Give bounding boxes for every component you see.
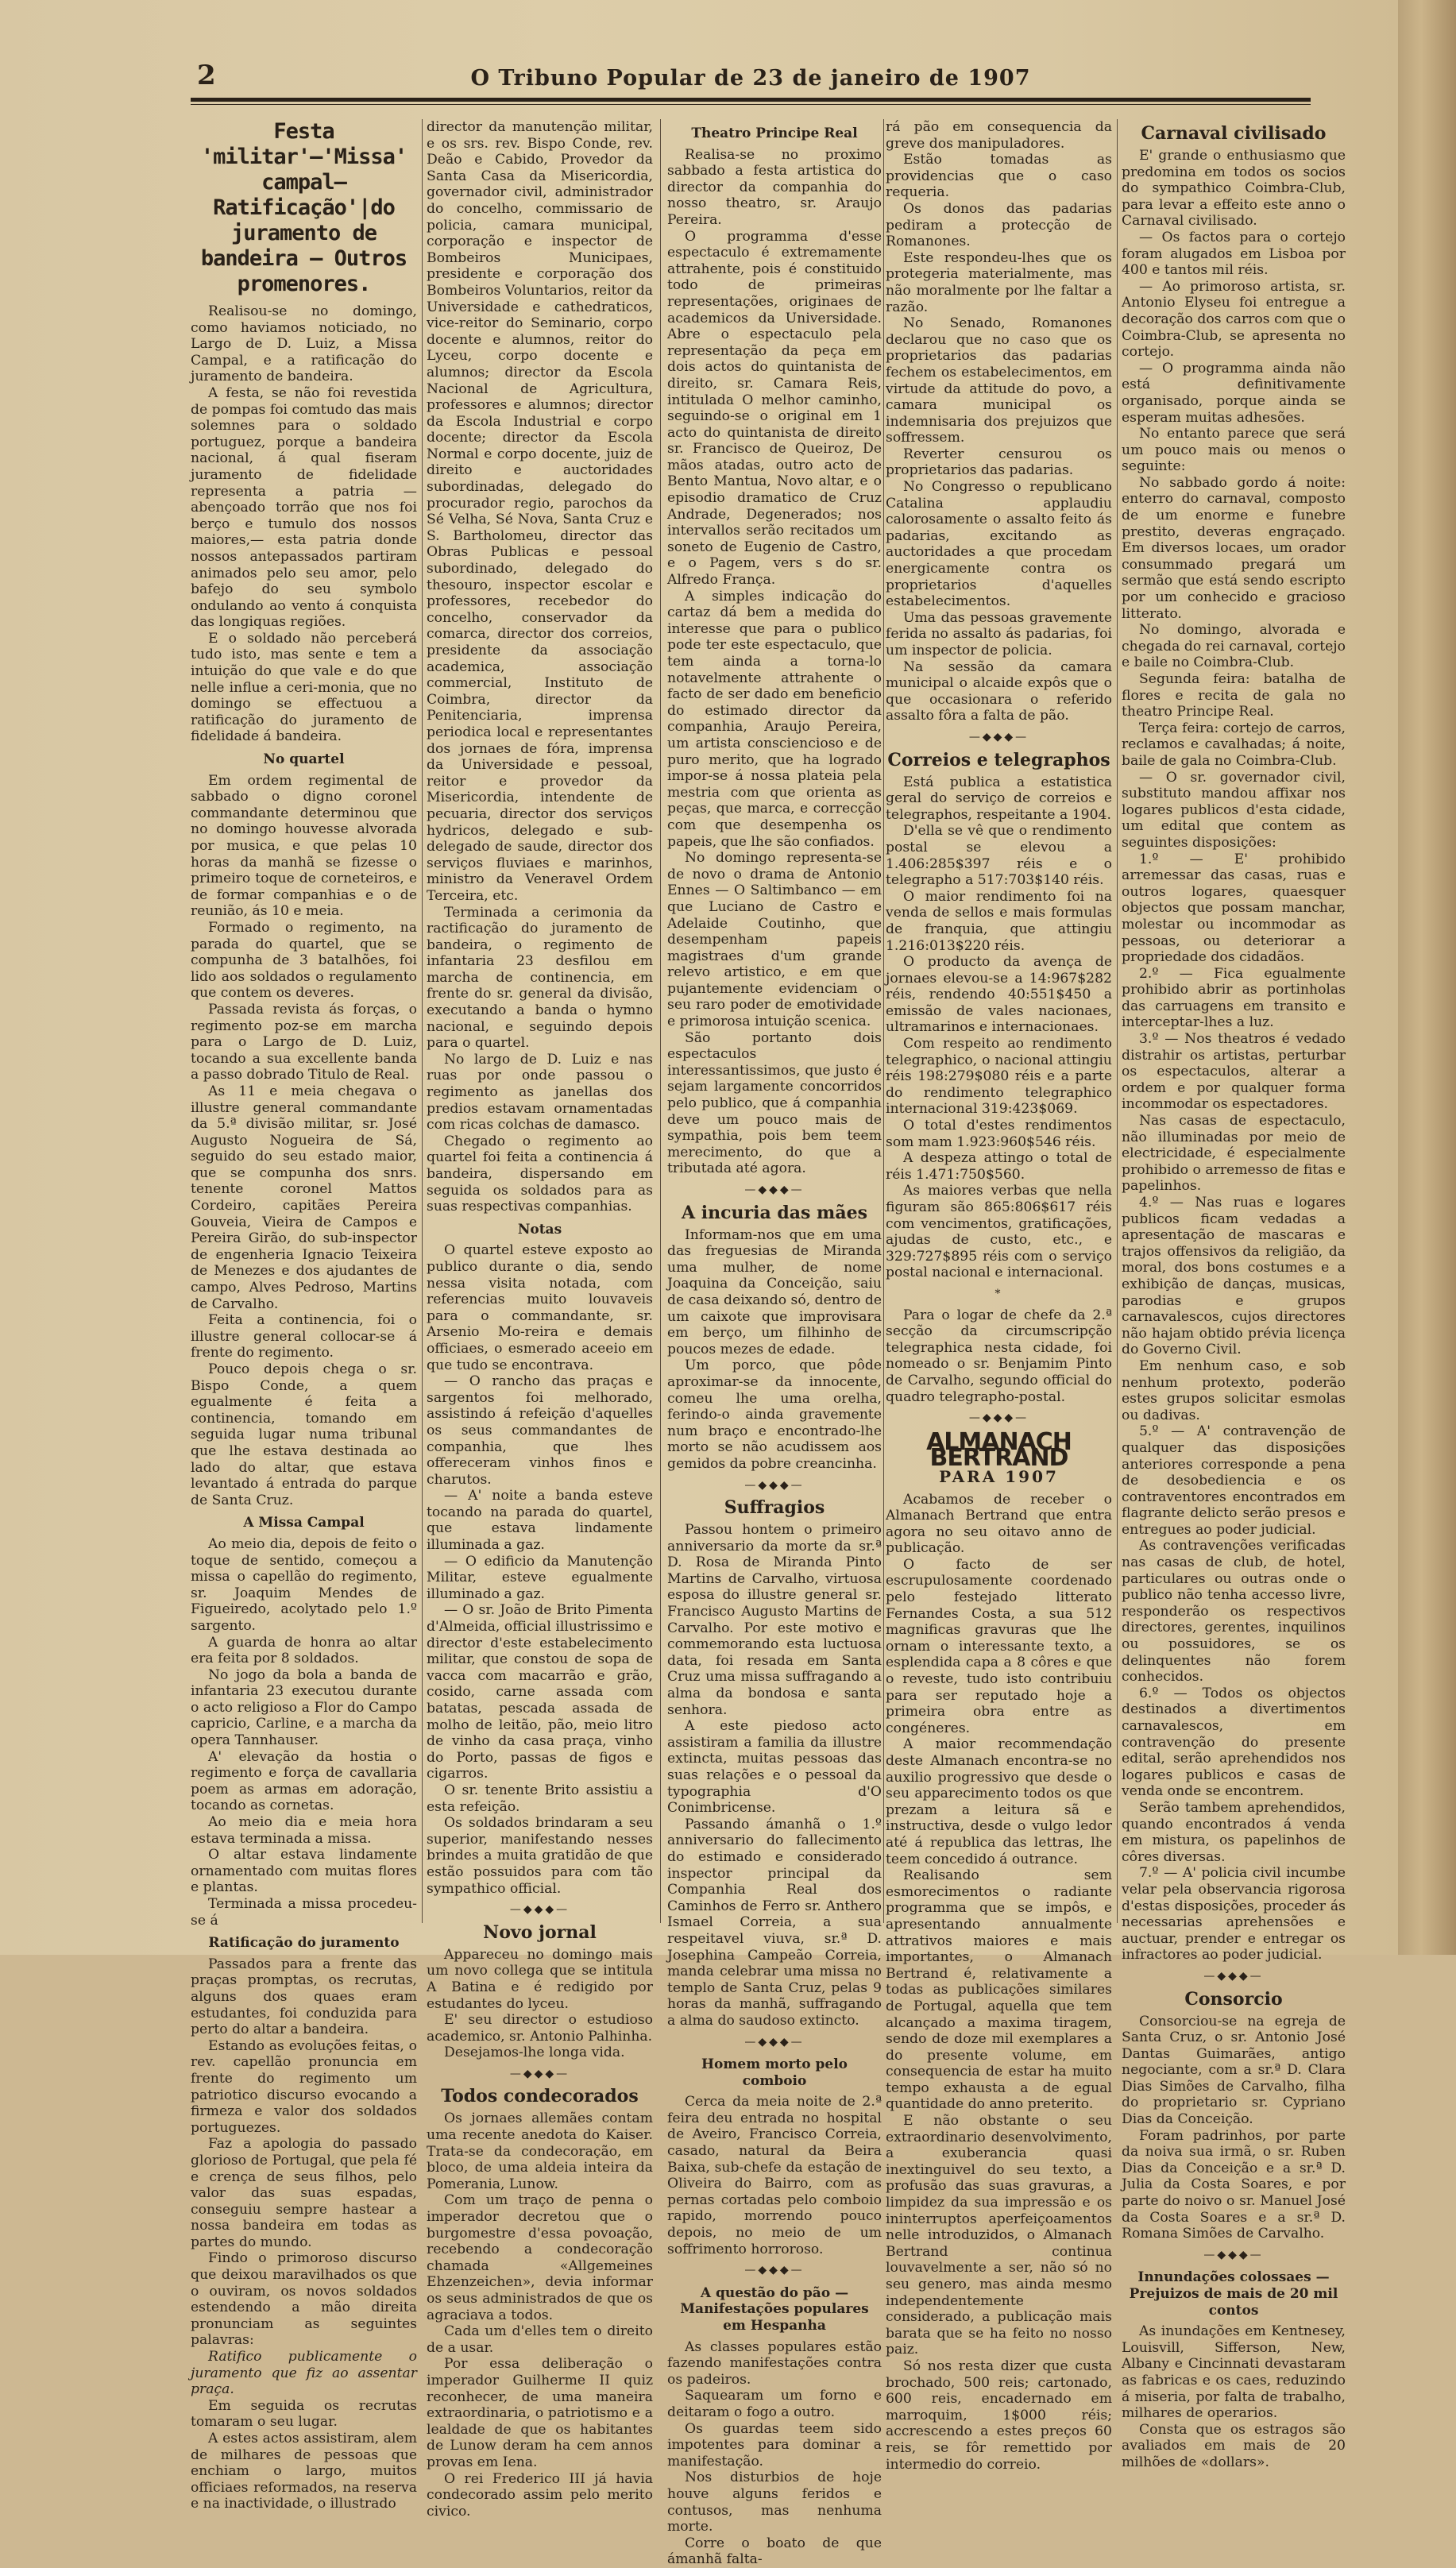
binding-edge: [1398, 0, 1456, 1955]
paragraph: Faz a apologia do passado glorioso de Portugal, que pela fé e crença de seus filhos, pelo valor das suas espadas, conseguiu sempre hastear a nossa bandeira em todas as partes do mundo.: [191, 2136, 417, 2250]
article-title-todos-condecorados: Todos condecorados: [441, 2086, 639, 2107]
paragraph: Feita a continencia, foi o illustre general collocar-se á frente do regimento.: [191, 1312, 417, 1361]
paragraph: Por essa deliberação o imperador Guilherme II quiz reconhecer, de uma maneira extraordinaria, o patriotismo e a lealdade de que os habitantes de Lunow deram ha cem annos provas em Iena.: [427, 2356, 653, 2470]
paragraph: Consorciou-se na egreja de Santa Cruz, o sr. Antonio José Dantas Guimarães, antigo negociante, com a sr.ª D. Clara Dias Simões de Carvalho, filha do proprietario sr. Cypriano Dias da Conceição.: [1122, 2013, 1346, 2128]
paragraph: E' seu director o estudioso academico, sr. Antonio Palhinha.: [427, 2012, 653, 2045]
paragraph: Formado o regimento, na parada do quartel, que se compunha de 3 batalhões, foi lido aos soldados o regulamento que contem os deveres.: [191, 919, 417, 1002]
paragraph: Realisa-se no proximo sabbado a festa artistica do director da companhia do nosso theatro, sr. Araujo Pereira.: [667, 146, 882, 228]
paragraph: A simples indicação do cartaz dá bem a medida do interesse que para o publico pode ter este espectaculo, que tem ainda a torna-lo notavelmente attrahente o facto de ser dado em beneficio do estimado director da companhia, Araujo Pereira, um artista consciencioso e de puro merito, que ha logrado impor-se á nossa plateia pela mestria com que orienta as peças, que marca, e correcção com que desempenha os papeis, que lhe são confiados.: [667, 588, 882, 850]
paragraph: O sr. tenente Brito assistiu a esta refeição.: [427, 1782, 653, 1815]
ornament-separator: —◆◆◆—: [509, 2067, 570, 2080]
article-title-correios: Correios e telegraphos: [887, 749, 1110, 770]
paragraph: Em nenhum caso, e sob nenhum protexto, poderão estes grupos solicitar esmolas ou dadivas.: [1122, 1357, 1346, 1423]
paragraph: Informam-nos que em uma das freguesias de Miranda uma mulher, de nome Joaquina da Conceição, saiu de casa deixando só, dentro de um caixote que improvisara em berço, um filhinho de poucos mezes de edade.: [667, 1226, 882, 1357]
subheading-ratificacao: Ratificação do juramento: [208, 1935, 400, 1952]
paragraph: — O rancho das praças e sargentos foi melhorado, assistindo á refeição d'aquelles os seus commandantes de companhia, que lhes offereceram vinhos finos e charutos.: [427, 1373, 653, 1488]
paragraph: A maior recommendação deste Almanach encontra-se no auxilio progressivo que desde o seu apparecimento todos os que prezam a leitura sã e instructiva, desde o vulgo ledor até á republica das lettras, lhe teem concedido á outrance.: [886, 1736, 1112, 1867]
column-divider: [660, 119, 661, 1923]
paragraph: O quartel esteve exposto ao publico durante o dia, sendo nessa visita notada, com referencias muito louvaveis para o commandante, sr. Arsenio Mo-reira e demais officiaes, o esmerado aceeio em que tudo se encontrava.: [427, 1242, 653, 1373]
paragraph: Cada um d'elles tem o direito de a usar.: [427, 2323, 653, 2356]
article-subtitle-almanach: PARA 1907: [939, 1466, 1059, 1486]
article-title-incuria: A incuria das mães: [682, 1202, 867, 1223]
article-title-homem-morto: Homem morto pelo comboio: [701, 2056, 848, 2089]
paragraph: — O sr. governador civil, substituto mandou affixar nos logares publicos d'esta cidade, um edital que contem as seguintes disposições:: [1122, 769, 1346, 851]
paragraph: Terminada a cerimonia da ractificação do juramento de bandeira, o regimento de infantaria 23 desfilou em marcha de continencia, em frente do sr. general da divisão, executando a banda o hymno nacional, e seguindo depois para o quartel.: [427, 904, 653, 1052]
paragraph: No largo de D. Luiz e nas ruas por onde passou o regimento as janellas dos predios estavam ornamentadas com ricas colchas de damasco.: [427, 1051, 653, 1133]
paragraph: No domingo representa-se de novo o drama de Antonio Ennes — O Saltimbanco — em que Luciano de Castro e Adelaide Coutinho, que desempenham papeis magistraes d'um grande relevo artistico, e em que pujantemente evidenciam o seu raro poder de emotividade e primorosa intuição scenica.: [667, 850, 882, 1030]
paragraph: Chegado o regimento ao quartel foi feita a continencia á bandeira, dispersando em seguida os soldados para as suas respectivas companhias.: [427, 1133, 653, 1215]
paragraph: Findo o primoroso discurso que deixou maravilhados os que o ouviram, os novos soldados estendendo a mão direita pronunciam as seguintes palavras:: [191, 2250, 417, 2349]
paragraph: 5.º — A' contravenção de qualquer das disposições anteriores corresponde a pena de desobediencia e os contraventores encontrados em flagrante delicto serão presos e entregues ao poder judicial.: [1122, 1423, 1346, 1538]
paragraph: Ao meio dia, depois de feito o toque de sentido, começou a missa o capellão do regimento, sr. Joaquim Mendes de Figueiredo, acolytado pelo 1.º sargento.: [191, 1535, 417, 1634]
paragraph: — O edificio da Manutenção Militar, esteve egualmente illuminado a gaz.: [427, 1553, 653, 1602]
paragraph: Reverter censurou os proprietarios das padarias.: [886, 446, 1112, 479]
paragraph: O altar estava lindamente ornamentado com muitas flores e plantas.: [191, 1847, 417, 1896]
paragraph: 7.º — A' policia civil incumbe velar pela observancia rigorosa d'estas disposições, proceder ás necessarias aprehensões e auctuar, prender e entregar os infractores ao poder judicial.: [1122, 1865, 1346, 1964]
paragraph: Os guardas teem sido impotentes para dominar a manifestação.: [667, 2420, 882, 2470]
column-5: [1122, 119, 1346, 2470]
paragraph: Os donos das padarias pediram a protecção de Romanones.: [886, 200, 1112, 250]
article-title-questao-pao: A questão do pão — Manifestações populares em Hespanha: [680, 2284, 869, 2334]
paragraph: Com um traço de penna o imperador decretou que o burgomestre d'essa povoação, recebendo a condecoração chamada «Allgemeines Ehzenzeichen», devia informar os seus administrados de que os agraciava a todos.: [427, 2192, 653, 2323]
paragraph: Está publica a estatistica geral do serviço de correios e telegraphos, respeitante a 1904.: [886, 774, 1112, 823]
paragraph: E' grande o enthusiasmo que predomina em todos os socios do sympathico Coimbra-Club, para levar a effeito este anno o Carnaval civilisado.: [1122, 148, 1346, 230]
paragraph: Terça feira: cortejo de carros, reclamos e cavalhadas; á noite, baile de gala no Coimbra-Club.: [1122, 720, 1346, 769]
subheading-notas: Notas: [517, 1221, 562, 1238]
paragraph: Em ordem regimental de sabbado o digno coronel commandante determinou que no domingo houvesse alvorada por musica, e que pelas 10 horas da manhã se fizesse o primeiro toque de corneteiros, e de formar companhias e o de reunião, ás 10 e meia.: [191, 772, 417, 920]
paragraph: No Senado, Romanones declarou que no caso que os proprietarios das padarias fechem os estabelecimentos, em virtude da attitude do povo, a camara municipal os indemnisaria dos prejuizos que soffressem.: [886, 315, 1112, 446]
column-3: [667, 119, 882, 2568]
paragraph: O programma d'esse espectaculo é extremamente attrahente, pois é constituido todo de primeiras representações, originaes de academicos da Universidade. Abre o espectaculo pela representação da peça em dois actos do quintanista de direito, sr. Camara Reis, intitulada O melhor caminho, seguindo-se o original em 1 acto do quintanista de direito sr. Francisco de Queiroz, De mãos atadas, outro acto de Bento Mantua, Novo altar, e o episodio dramatico de Cruz Andrade, Degenerados; nos intervallos serão recitados um soneto de Eugenio de Castro, e o Pagem, vers s do sr. Alfredo França.: [667, 228, 882, 589]
paragraph: rá pão em consequencia da greve dos manipuladores.: [886, 119, 1112, 152]
paragraph: — Os factos para o cortejo foram alugados em Lisboa por 400 e tantos mil réis.: [1122, 229, 1346, 279]
subheading-missa-campal: A Missa Campal: [243, 1515, 365, 1531]
paragraph: Serão tambem aprehendidos, quando encontrados á venda em mistura, os papelinhos de côres diversas.: [1122, 1799, 1346, 1865]
header-rule-thick: [191, 98, 1311, 102]
paragraph: No domingo, alvorada e chegada do rei carnaval, cortejo e baile no Coimbra-Club.: [1122, 622, 1346, 671]
paragraph: No Congresso o republicano Catalina applaudiu calorosamente o assalto feito ás padarias, excitando as auctoridades a que procedam energicamente contra os proprietarios d'aquelles estabelecimentos.: [886, 479, 1112, 610]
paragraph: Desejamos-lhe longa vida.: [444, 2045, 625, 2061]
paragraph: — O programma ainda não está definitivamente organisado, porque ainda se esperam muitas adhesões.: [1122, 360, 1346, 426]
column-divider: [422, 119, 423, 1923]
paragraph: Para o logar de chefe da 2.ª secção da circumscripção telegraphica nesta cidade, foi nomeado o sr. Benjamim Pinto de Carvalho, segundo official do quadro telegrapho-postal.: [886, 1307, 1112, 1405]
paragraph: A festa, se não foi revestida de pompas foi comtudo das mais solemnes para o soldado portuguez, porque a bandeira nacional, á qual fiseram juramento de fidelidade representa a patria — abençoado torrão que nos foi berço e tumulo dos nossos maiores,— esta patria donde nossos antepassados partiram animados pelo seu amor, pelo bafejo do seu symbolo ondulando ao vento á conquista das longiquas regiões.: [191, 384, 417, 631]
paragraph: Os soldados brindaram a seu superior, manifestando nesses brindes a muita gratidão de que estão possuidos para com tão sympathico official.: [427, 1815, 653, 1897]
article-title-novo-jornal: Novo jornal: [483, 1921, 597, 1943]
paragraph: A guarda de honra ao altar era feita por 8 soldados.: [191, 1634, 417, 1667]
page-header: [191, 60, 1311, 107]
paragraph: Nos disturbios de hoje houve alguns feridos e contusos, mas nenhuma morte.: [667, 2470, 882, 2535]
paragraph: No jogo da bola a banda de infantaria 23 executou durante o acto religioso a Flor do Campo capricio, Carline, e a marcha da opera Tannhauser.: [191, 1666, 417, 1749]
paragraph: Passados para a frente das praças promptas, os recrutas, alguns dos quaes eram estudantes, foi conduzida para perto do altar a bandeira.: [191, 1956, 417, 2038]
paragraph: O producto da avença de jornaes elevou-se a 14:967$282 réis, rendendo 40:551$450 a emissão de vales nacionaes, ultramarinos e internacionaes.: [886, 954, 1112, 1036]
paragraph: Realisando sem esmorecimentos o radiante programma que se impôs, e apresentando annualmente attrativos maiores e mais importantes, o Almanach Bertrand é, relativamente a todas as publicações similares de Portugal, aquella que tem alcançado a maxima tiragem, sendo de doze mil exemplares a do presente volume, em consequencia de estar ha muito tempo exhausta a de egual quantidade do anno preterito.: [886, 1867, 1112, 2113]
paragraph: As 11 e meia chegava o illustre general commandante da 5.ª divisão militar, sr. José Augusto Nogueira de Sá, seguido do seu estado maior, que se compunha dos snrs. tenente coronel Mattos Cordeiro, capitães Pereira Gouveia, Vieira de Campos e Pereira Girão, do sub-inspector de engenheria Ignacio Teixeira de Menezes e dos ajudantes de campo, Alves Pedroso, Martins de Carvalho.: [191, 1083, 417, 1312]
paragraph: Só nos resta dizer que custa brochado, 500 reis; cartonado, 600 reis, encadernado em marroquim, 1$000 réis; accrescendo a estes preços 60 reis, se fôr remettido por intermedio do correio.: [886, 2358, 1112, 2473]
ornament-separator: —◆◆◆—: [968, 1411, 1029, 1425]
column-1: [191, 119, 417, 2512]
subheading-no-quartel: No quartel: [263, 751, 345, 768]
paragraph: Segunda feira: batalha de flores e recita de gala no theatro Principe Real.: [1122, 671, 1346, 720]
paragraph: 3.º — Nos theatros é vedado distrahir os artistas, perturbar os espectaculos, alterar a ordem e por qualquer forma incommodar os espectadores.: [1122, 1031, 1346, 1113]
paragraph: Uma das pessoas gravemente ferida no assalto ás padarias, foi um inspector de policia.: [886, 609, 1112, 658]
article-headline-festa-militar: Festa 'militar'—'Missa' campal—Ratificação'|do juramento de bandeira — Outros promenores.: [200, 119, 407, 296]
paragraph: — Ao primoroso artista, sr. Antonio Elyseu foi entregue a decoração dos carros com que o Coimbra-Club, se apresenta no cortejo.: [1122, 278, 1346, 361]
paragraph: — A' noite a banda esteve tocando na parada do quartel, que estava lindamente illuminada a gaz.: [427, 1488, 653, 1554]
column-divider: [1117, 119, 1118, 1923]
ornament-separator: —◆◆◆—: [744, 2035, 805, 2049]
paragraph: No sabbado gordo á noite: enterro do carnaval, composto de um enorme e funebre prestito, deveras engraçado. Em diversos locaes, um orador consummado pregará um sermão que está sendo escripto por um conhecido e gracioso litterato.: [1122, 474, 1346, 622]
paragraph: São portanto dois espectaculos interessantissimos, que justo é sejam largamente concorridos pelo publico, que á companhia deve um pouco mais de sympathia, pois bem teem merecimento, do que a tributada até agora.: [667, 1029, 882, 1177]
paragraph: O maior rendimento foi na venda de sellos e mais formulas de franquia, que attingiu 1.216:013$220 réis.: [886, 888, 1112, 954]
paragraph: No entanto parece que será um pouco mais ou menos o seguinte:: [1122, 426, 1346, 475]
column-4: [886, 119, 1112, 2473]
paragraph: Consta que os estragos são avaliados em mais de 20 milhões de «dollars».: [1122, 2421, 1346, 2470]
header-rule-thin: [191, 104, 1311, 105]
paragraph: Passou hontem o primeiro anniversario da morte da sr.ª D. Rosa de Miranda Pinto Martins de Carvalho, virtuosa esposa do illustre general sr. Francisco Augusto Martins de Carvalho. Por este motivo e commemorando esta luctuosa data, foi resada em Santa Cruz uma missa suffragando a alma da bondosa e santa senhora.: [667, 1522, 882, 1718]
paragraph: Um porco, que pôde aproximar-se da innocente, comeu lhe uma orelha, ferindo-o ainda gravemente num braço e encontrado-lhe morto se não acudissem aos gemidos da pobre creancinha.: [667, 1357, 882, 1472]
paragraph: Saquearam um forno e deitaram o fogo a outro.: [667, 2388, 882, 2420]
article-title-theatro: Theatro Principe Real: [691, 126, 858, 141]
paragraph: A estes actos assistiram, alem de milhares de pessoas que enchiam o largo, muitos officiaes reformados, na reserva e na inactividade, o illustrado: [191, 2431, 417, 2512]
paragraph: E o soldado não perceberá tudo isto, mas sente e tem a intuição do que vale e do que nelle influe a ceri-monia, que no domingo se effectuou a ratificação do juramento de fidelidade á bandeira.: [191, 630, 417, 745]
ornament-separator: —◆◆◆—: [1203, 2248, 1264, 2261]
paragraph: 2.º — Fica egualmente prohibido abrir as portinholas das carruagens em transito e interceptar-lhes a luz.: [1122, 965, 1346, 1031]
paragraph: O facto de ser escrupulosamente coordenado pelo festejado litterato Fernandes Costa, a sua 512 magnificas gravuras que lhe ornam o interessante texto, a esplendida capa a 8 côres e que o reveste, tudo isto contribuiu para ser reputado hoje a primeira obra entre as congéneres.: [886, 1556, 1112, 1736]
paragraph: Este respondeu-lhes que os protegeria materialmente, mas não moralmente por lhe faltar a razão.: [886, 249, 1112, 315]
paragraph: Em seguida os recrutas tomaram o seu lugar.: [191, 2397, 417, 2431]
article-title-almanach: ALMANACH BERTRAND: [926, 1427, 1072, 1473]
paragraph: director da manutenção militar, e os srs. rev. Bispo Conde, rev. Deão e Cabido, Provedor da Santa Casa da Misericordia, governador civil, administrador do concelho, commissario de policia, camara municipal, corporação e inspector de Bombeiros Municipaes, presidente e corporação dos Bombeiros Voluntarios, reitor da Universidade e cathedraticos, vice-reitor do Seminario, corpo docente e alumnos, reitor do Lyceu, corpo docente e alumnos; director da Escola Nacional de Agricultura, professores e alumnos; director da Escola Industrial e corpo docente; director da Escola Normal e corpo docente, juiz de direito e auctoridades subordinadas, delegado do procurador regio, parochos da Sé Velha, Sé Nova, Santa Cruz e S. Bartholomeu, director das Obras Publicas e pessoal subordinado, delegado do thesouro, inspector escolar e professores, recebedor do concelho, conservador da comarca, director dos correios, presidente da associação academica, associação commercial, Instituto de Coimbra, director da Penitenciaria, imprensa periodica local e representantes dos jornaes de fóra, imprensa da Universidade e pessoal, reitor e provedor da Misericordia, intendente de pecuaria, director dos serviços hydricos, delegado e sub-delegado de saude, director dos serviços fluviaes e marinhos, ministro da Veneravel Ordem Terceira, etc.: [427, 119, 653, 904]
article-title-consorcio: Consorcio: [1184, 1988, 1283, 2010]
paragraph: 1.º — E' prohibido arremessar das casas, ruas e outros logares, quaesquer objectos que possam manchar, molestar ou incommodar as pessoas, ou deteriorar a propriedade dos cidadãos.: [1122, 851, 1346, 966]
ornament-separator: —◆◆◆—: [1203, 1969, 1264, 1983]
article-title-suffragios: Suffragios: [724, 1497, 825, 1519]
paragraph: Ao meio dia e meia hora estava terminada a missa.: [191, 1814, 417, 1847]
paragraph: Cerca da meia noite de 2.ª feira deu entrada no hospital de Aveiro, Francisco Correia, casado, natural da Beira Baixa, sub-chefe da estação de Oliveira do Bairro, com as pernas cortadas pelo comboio rapido, morrendo pouco depois, no meio de um soffrimento horroroso.: [667, 2094, 882, 2257]
paragraph: 4.º — Nas ruas e logares publicos ficam vedadas a apresentação de mascaras e trajos offensivos da religião, da moral, dos bons costumes e a exhibição de danças, musicas, parodias e grupos carnavalescos, cujos directores não hajam obtido prévia licença do Governo Civil.: [1122, 1195, 1346, 1358]
article-title-innundacoes: Innundações colossaes — Prejuizos de mais de 20 mil contos: [1129, 2269, 1338, 2319]
paragraph: D'ella se vê que o rendimento postal se elevou a 1.406:285$397 réis e o telegrapho a 517:703$140 réis.: [886, 823, 1112, 889]
paragraph: Appareceu no domingo mais um novo collega que se intitula A Batina e é redigido por estudantes do lyceu.: [427, 1946, 653, 2012]
ornament-separator: —◆◆◆—: [968, 730, 1029, 743]
paragraph: Corre o boato de que ámanhã falta-: [667, 2535, 882, 2568]
paragraph: O rei Frederico III já havia condecorado assim pelo merito civico.: [427, 2470, 653, 2520]
paragraph: Estão tomadas as providencias que o caso requeria.: [886, 152, 1112, 201]
masthead: O Tribuno Popular de 23 de janeiro de 1907: [470, 66, 1031, 91]
paragraph: Com respeito ao rendimento telegraphico, o nacional attingiu réis 198:279$080 réis e a parte do rendimento telegraphico internacional 319:423$069.: [886, 1036, 1112, 1118]
article-title-carnaval: Carnaval civilisado: [1141, 123, 1327, 144]
paragraph: Pouco depois chega o sr. Bispo Conde, a quem egualmente é feita a continencia, tomando em seguida lugar numa tribunal que lhe estava destinada ao lado do altar, que estava levantado á entrada do parque de Santa Cruz.: [191, 1361, 417, 1508]
paragraph: Passando ámanhã o 1.º anniversario do fallecimento do estimado e considerado inspector principal da Companhia Real dos Caminhos de Ferro sr. Anthero Ismael Correia, a sua respeitavel viuva, sr.ª D. Josephina Campeão Correia, manda celebrar uma missa no templo de Santa Cruz, pelas 9 horas da manhã, suffragando a alma do saudoso extincto.: [667, 1816, 882, 2029]
paragraph: Nas casas de espectaculo, não illuminadas por meio de electricidade, é especialmente prohibido o arremesso de fitas e papelinhos.: [1122, 1113, 1346, 1195]
ornament-separator: —◆◆◆—: [744, 1478, 805, 1492]
paragraph: Foram padrinhos, por parte da noiva sua irmã, o sr. Ruben Dias da Conceição e a sr.ª D. Julia da Costa Soares, e por parte do noivo o sr. Manuel José da Costa Soares e a sr.ª D. Romana Simões de Carvalho.: [1122, 2127, 1346, 2242]
paragraph: A' elevação da hostia o regimento e força de cavallaria poem as armas em adoração, tocando as cornetas.: [191, 1748, 417, 1814]
paragraph: E não obstante o seu extraordinario desenvolvimento, a exuberancia quasi inextinguivel do seu texto, a profusão das suas gravuras, a limpidez da sua impressão e os ininterruptos aperfeiçoamentos nelle introduzidos, o Almanach Bertrand continua louvavelmente a ser, não só no seu genero, mas ainda mesmo independentemente considerado, a publicação mais barata que se ha feito no nosso paiz.: [886, 2113, 1112, 2358]
paragraph: 6.º — Todos os objectos destinados a divertimentos carnavalescos, em contravenção do presente edital, serão aprehendidos nos logares publicos e casas de venda onde se encontrem.: [1122, 1685, 1346, 1800]
paragraph: — O sr. João de Brito Pimenta d'Almeida, official illustrissimo e director d'este estabelecimento militar, que constou de sopa de vacca com macarrão e grão, cosido, carne assada com batatas, pescada assada de molho de leitão, pão, meio litro de vinho da casa praça, vinho do Porto, passas de figos e cigarros.: [427, 1602, 653, 1782]
paragraph: Realisou-se no domingo, como haviamos noticiado, no Largo de D. Luiz, a Missa Campal, e a ratificação do juramento de bandeira.: [191, 303, 417, 385]
ornament-separator: —◆◆◆—: [744, 2264, 805, 2277]
paragraph: Acabamos de receber o Almanach Bertrand que entra agora no seu oitavo anno de publicação.: [886, 1491, 1112, 1557]
page-number: 2: [197, 60, 216, 91]
paragraph: Ratifico publicamente o juramento que fiz ao assentar praça.: [191, 2349, 417, 2398]
paragraph: A este piedoso acto assistiram a familia da illustre extincta, muitas pessoas das suas relações e o pessoal da typographia d'O Conimbricense.: [667, 1718, 882, 1817]
paragraph: As inundações em Kentnesey, Louisvill, Sifferson, New, Albany e Cincinnati devastaram as fabricas e os caes, reduzindo á miseria, por falta de trabalho, milhares de operarios.: [1122, 2323, 1346, 2422]
ornament-separator: —◆◆◆—: [744, 1184, 805, 1196]
ornament-separator: *: [994, 1287, 1003, 1300]
paragraph: Na sessão da camara municipal o alcaide expôs que o que occasionara o referido assalto fôra a falta de pão.: [886, 658, 1112, 724]
paragraph: Terminada a missa procedeu-se á: [191, 1896, 417, 1929]
paragraph: As classes populares estão fazendo manifestações contra os padeiros.: [667, 2338, 882, 2388]
paragraph: O total d'estes rendimentos som mam 1.923:960$546 réis.: [886, 1118, 1112, 1150]
ornament-separator: —◆◆◆—: [509, 1903, 570, 1917]
paragraph: As contravenções verificadas nas casas de club, de hotel, particulares ou outras onde o publico não tenha accesso livre, responderão os respectivos directores, gerentes, inquilinos ou possuidores, se os delinquentes não forem conhecidos.: [1122, 1538, 1346, 1686]
paragraph: As maiores verbas que nella figuram são 865:806$617 réis com vencimentos, gratificações, ajudas de custo, etc., e 329:727$895 réis com o serviço postal nacional e internacional.: [886, 1183, 1112, 1281]
paragraph: A despeza attingo o total de réis 1.471:750$560.: [886, 1150, 1112, 1183]
paragraph: Os jornaes allemães contam uma recente anedota do Kaiser. Trata-se da condecoração, em bloco, de uma aldeia inteira da Pomerania, Lunow.: [427, 2110, 653, 2192]
column-divider: [883, 119, 884, 1923]
paragraph: Estando as evoluções feitas, o rev. capellão pronuncia em frente do regimento um patriotico discurso evocando a firmeza e valor dos soldados portuguezes.: [191, 2037, 417, 2136]
paragraph: Passada revista ás forças, o regimento poz-se em marcha para o Largo de D. Luiz, tocando a sua excellente banda a passo dobrado Titulo de Real.: [191, 1001, 417, 1083]
column-2: [427, 119, 653, 2520]
